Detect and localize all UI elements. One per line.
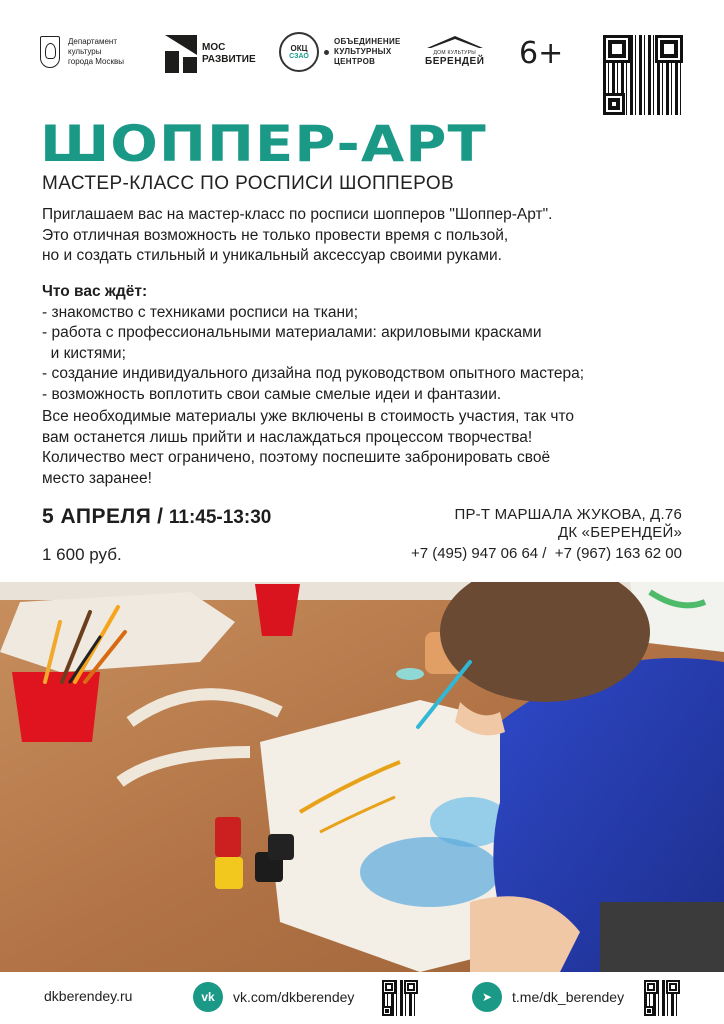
dot-icon	[324, 50, 329, 55]
vk-qr-code-icon[interactable]	[382, 980, 418, 1016]
telegram-link[interactable]	[472, 982, 624, 1012]
okc-badge-top: ОКЦ	[290, 43, 308, 53]
logo-text-line: ЦЕНТРОВ	[334, 57, 376, 66]
address-line: ПР-Т МАРШАЛА ЖУКОВА, Д.76	[454, 506, 682, 523]
list-item: - создание индивидуального дизайна под руководством опытного мастера;	[42, 365, 585, 382]
roof-icon	[427, 36, 483, 48]
bag-shape	[0, 592, 235, 672]
address-line: ДК «БЕРЕНДЕЙ»	[558, 524, 682, 541]
page-title: ШОППЕР-АРТ	[40, 115, 487, 173]
text-line: Количество мест ограничено, поэтому поспешите забронировать своё	[42, 449, 551, 466]
section-heading: Что вас ждёт:	[42, 283, 148, 300]
logo-text-line: культуры	[68, 47, 102, 56]
event-date: 5 АПРЕЛЯ	[42, 505, 152, 528]
date-separator: /	[151, 505, 169, 528]
coat-of-arms-icon	[40, 36, 60, 68]
telegram-icon: ➤	[472, 982, 502, 1012]
logo-text-line: МОС	[202, 42, 226, 53]
vk-link[interactable]	[193, 982, 354, 1012]
website-link[interactable]: dkberendey.ru	[44, 988, 133, 1004]
list-item: и кистями;	[42, 344, 126, 362]
berendey-name: БЕРЕНДЕЙ	[425, 56, 485, 67]
okc-szao-logo	[279, 32, 401, 72]
okc-badge-bottom: СЗАО	[289, 52, 309, 60]
child-painting-shopper-illustration	[0, 582, 724, 972]
logo-text-line: КУЛЬТУРНЫХ	[334, 47, 392, 56]
vk-link-text: vk.com/dkberendey	[233, 989, 355, 1005]
moscow-culture-dept-logo	[40, 36, 124, 68]
list-item: - возможность воплотить свои самые смелые идеи и фантазии.	[42, 385, 502, 403]
logo-text-line: Департамент	[68, 37, 117, 46]
qr-code-icon[interactable]	[603, 35, 683, 115]
vk-icon: vk	[193, 982, 223, 1012]
event-price: 1 600 руб.	[42, 545, 122, 564]
event-address	[454, 506, 682, 542]
header	[0, 0, 724, 120]
text-line: но и создать стильный и уникальный аксессуар своими руками.	[42, 247, 502, 264]
berendey-small-text: ДОМ КУЛЬТУРЫ	[433, 50, 476, 56]
mos-razvitie-logo	[165, 35, 256, 73]
contact-phones[interactable]: +7 (495) 947 06 64 / +7 (967) 163 62 00	[410, 545, 682, 562]
hero-photo	[0, 582, 724, 972]
logo-text-line: ОБЪЕДИНЕНИЕ	[334, 37, 401, 46]
text-line: вам останется лишь прийти и наслаждаться процессом творчества!	[42, 428, 533, 446]
footer	[0, 972, 724, 1024]
list-item: - работа с профессиональными материалами: акриловыми красками	[42, 324, 542, 341]
text-line: место заранее!	[42, 469, 152, 487]
logo-text-line: города Москвы	[68, 57, 124, 66]
age-rating: 6+	[519, 36, 564, 71]
list-item: - знакомство с техниками росписи на ткани;	[42, 303, 359, 321]
closing-paragraph	[42, 407, 682, 489]
mos-razvitie-mark-icon	[165, 35, 197, 73]
telegram-qr-code-icon[interactable]	[644, 980, 680, 1016]
okc-badge-icon	[279, 32, 319, 72]
what-to-expect-section	[42, 282, 702, 405]
text-line: Приглашаем вас на мастер-класс по росписи шопперов "Шоппер-Арт".	[42, 206, 553, 223]
berendey-logo	[425, 36, 484, 67]
text-line: Все необходимые материалы уже включены в стоимость участия, так что	[42, 408, 574, 425]
telegram-link-text: t.me/dk_berendey	[512, 989, 625, 1005]
text-line: Это отличная возможность не только провести время с пользой,	[42, 226, 509, 244]
event-datetime	[42, 504, 271, 531]
event-time: 11:45-13:30	[168, 507, 272, 528]
intro-paragraph	[42, 205, 682, 267]
logo-text-line: РАЗВИТИЕ	[202, 54, 256, 65]
page-subtitle: МАСТЕР-КЛАСС ПО РОСПИСИ ШОППЕРОВ	[42, 173, 455, 194]
